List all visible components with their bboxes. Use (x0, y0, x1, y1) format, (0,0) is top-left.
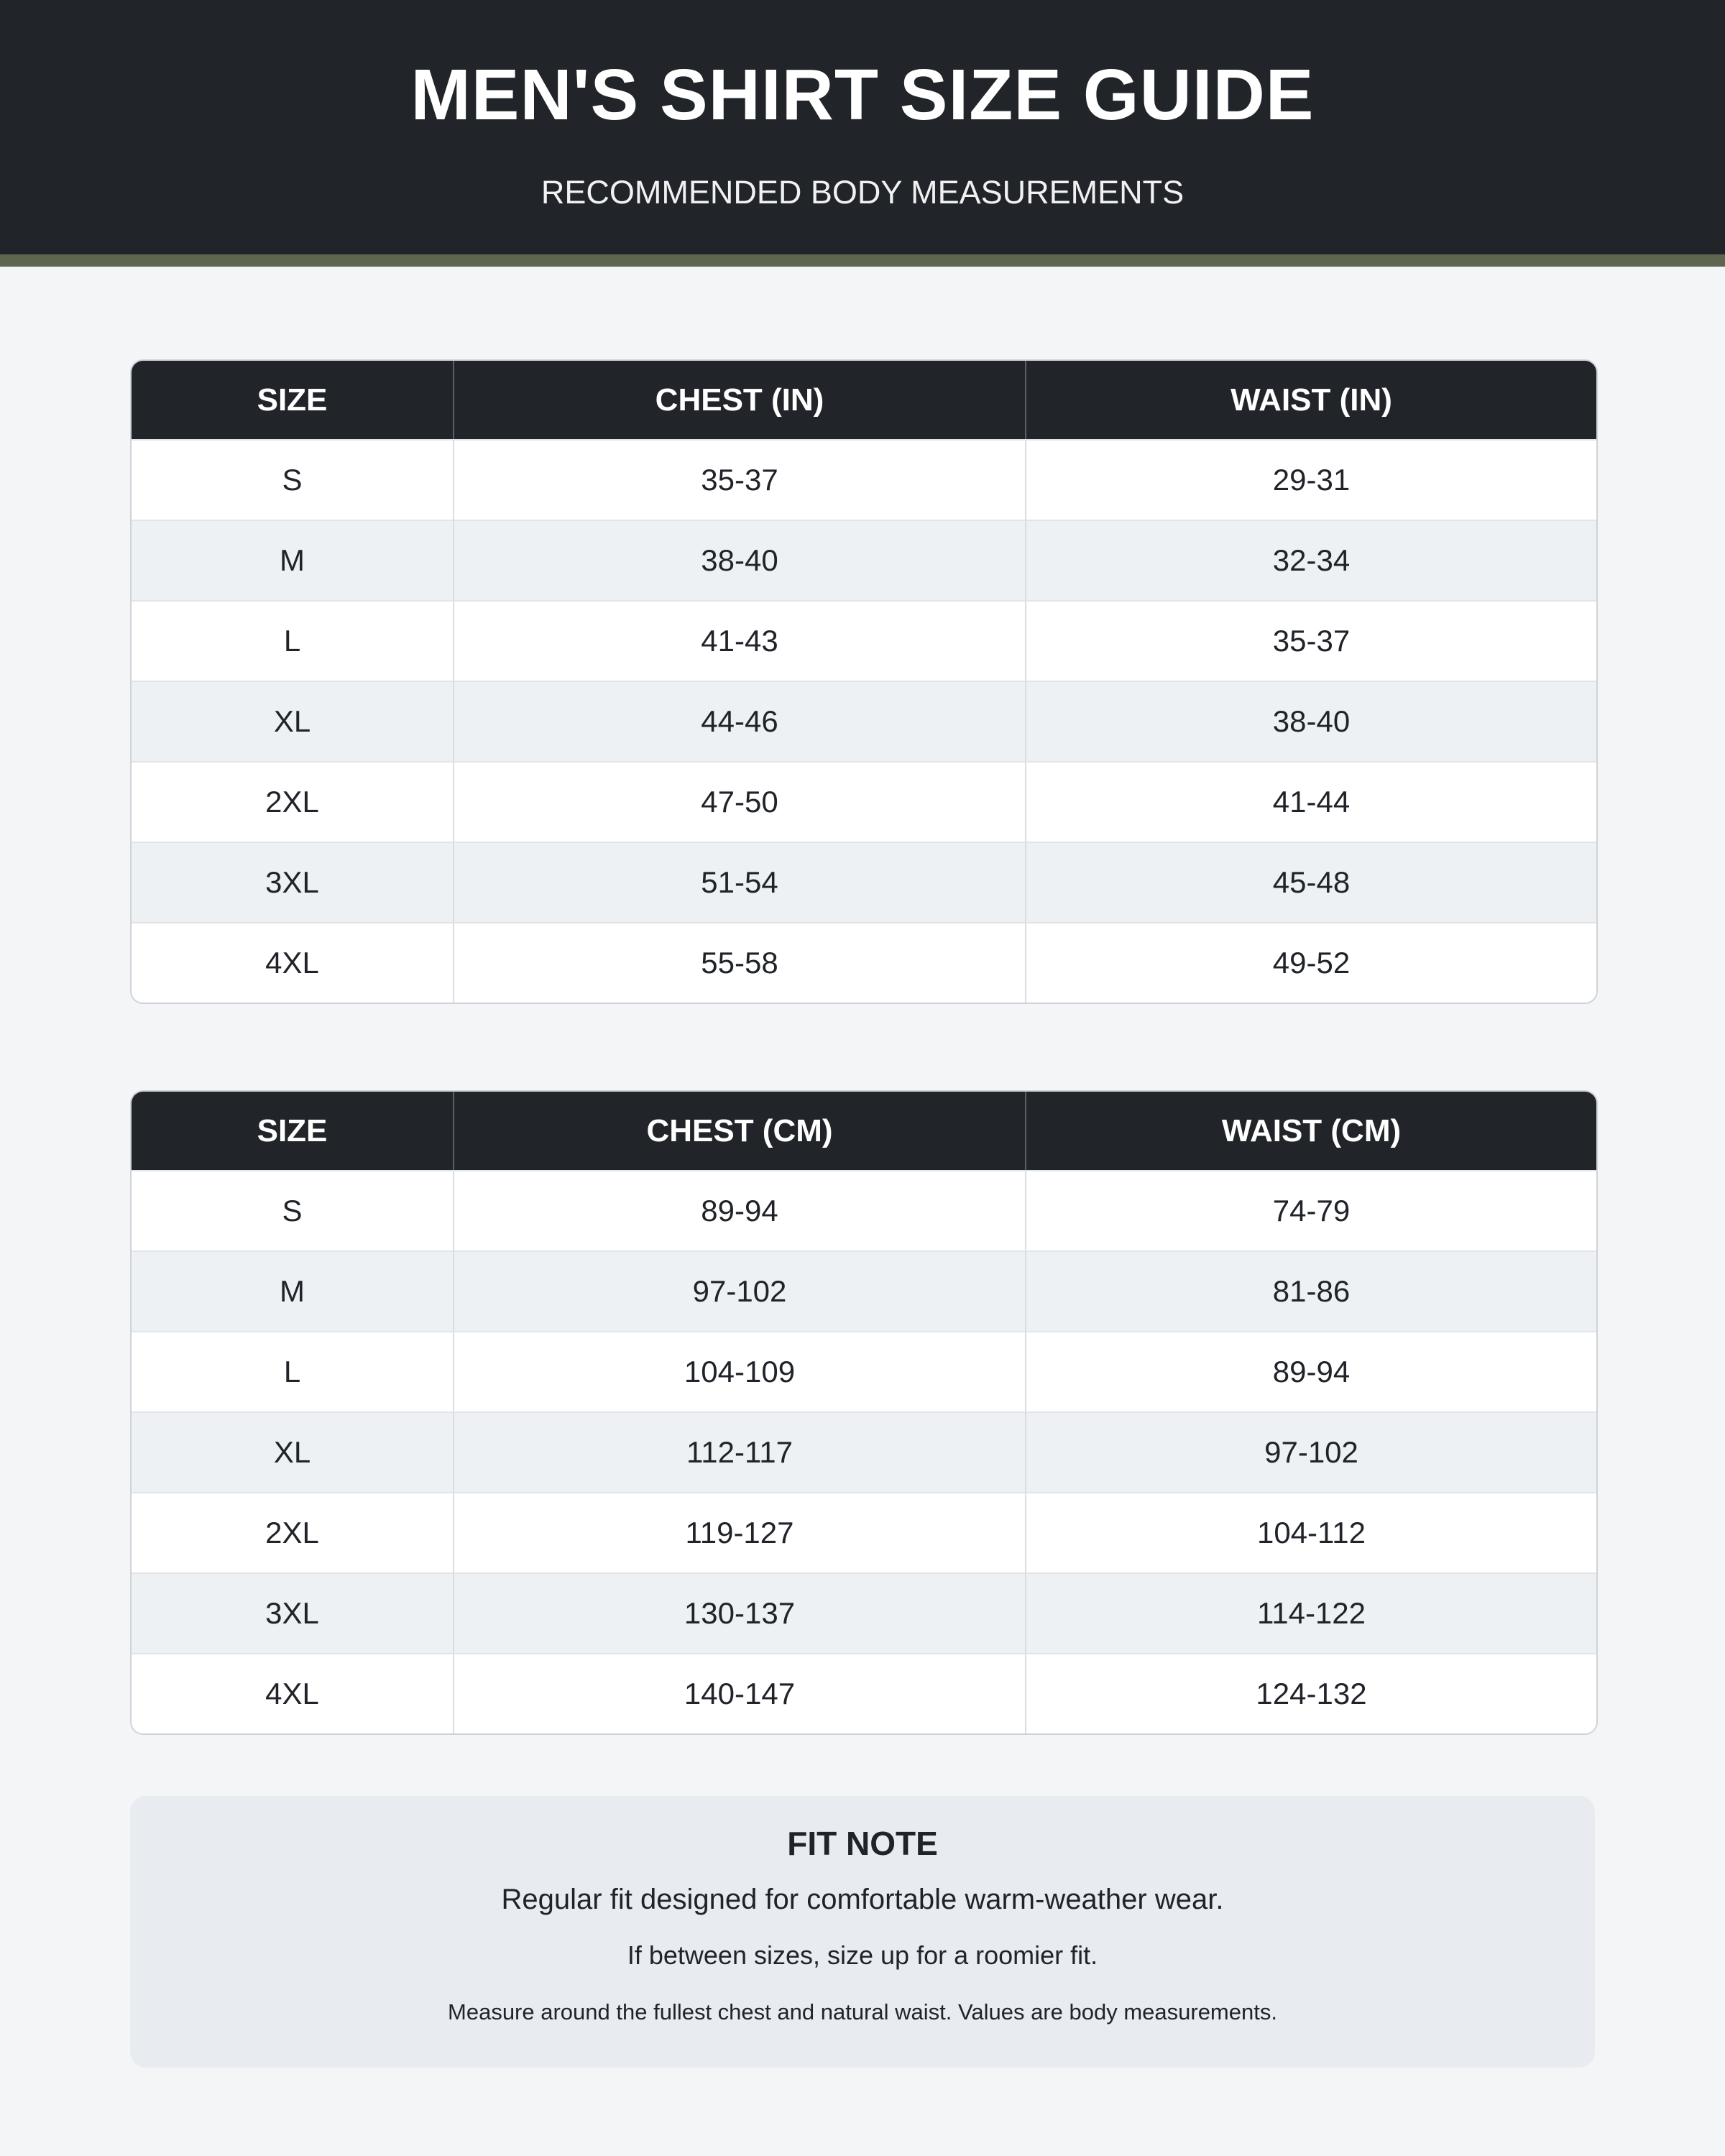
chest-cell: 104-109 (453, 1331, 1025, 1411)
chest-cell: 97-102 (453, 1250, 1025, 1331)
size-cell: XL (132, 681, 453, 761)
waist-cell: 74-79 (1025, 1170, 1596, 1250)
chest-cell: 119-127 (453, 1492, 1025, 1572)
fit-note-sizing-tip: If between sizes, size up for a roomier fit. (627, 1940, 1098, 1970)
waist-cell: 114-122 (1025, 1572, 1596, 1653)
size-cell: 2XL (132, 1492, 453, 1572)
waist-cell: 35-37 (1025, 600, 1596, 681)
table-row (132, 520, 1596, 600)
fit-note-description: Regular fit designed for comfortable warm-weather wear. (501, 1884, 1224, 1915)
column-header-waist: WAIST (IN) (1025, 361, 1596, 439)
waist-cell: 97-102 (1025, 1411, 1596, 1492)
size-cell: M (132, 1250, 453, 1331)
table-row (132, 1250, 1596, 1331)
chest-cell: 38-40 (453, 520, 1025, 600)
table-row (132, 842, 1596, 922)
chest-cell: 41-43 (453, 600, 1025, 681)
waist-cell: 45-48 (1025, 842, 1596, 922)
table-row (132, 681, 1596, 761)
size-cell: 3XL (132, 842, 453, 922)
table-row (132, 439, 1596, 520)
column-header-waist: WAIST (CM) (1025, 1092, 1596, 1170)
chest-cell: 51-54 (453, 842, 1025, 922)
waist-cell: 41-44 (1025, 761, 1596, 842)
waist-cell: 124-132 (1025, 1653, 1596, 1733)
waist-cell: 81-86 (1025, 1250, 1596, 1331)
table-header-row (132, 1092, 1596, 1170)
table-row (132, 1653, 1596, 1733)
page-title: MEN'S SHIRT SIZE GUIDE (410, 55, 1315, 135)
page-header (0, 0, 1725, 254)
size-table-centimeters (130, 1090, 1598, 1735)
table-row (132, 1331, 1596, 1411)
waist-cell: 32-34 (1025, 520, 1596, 600)
waist-cell: 38-40 (1025, 681, 1596, 761)
chest-cell: 44-46 (453, 681, 1025, 761)
chest-cell: 47-50 (453, 761, 1025, 842)
size-cell: S (132, 439, 453, 520)
table-row (132, 600, 1596, 681)
waist-cell: 104-112 (1025, 1492, 1596, 1572)
size-cell: XL (132, 1411, 453, 1492)
size-cell: L (132, 600, 453, 681)
fit-note-measuring-tip: Measure around the fullest chest and natural waist. Values are body measurements. (448, 1999, 1277, 2024)
page-subtitle: RECOMMENDED BODY MEASUREMENTS (540, 174, 1184, 211)
size-cell: 4XL (132, 1653, 453, 1733)
table-row (132, 1572, 1596, 1653)
column-header-chest: CHEST (CM) (453, 1092, 1025, 1170)
size-cell: S (132, 1170, 453, 1250)
chest-cell: 55-58 (453, 922, 1025, 1003)
table-row (132, 922, 1596, 1003)
size-cell: 4XL (132, 922, 453, 1003)
fit-note-panel (130, 1796, 1595, 2068)
column-header-chest: CHEST (IN) (453, 361, 1025, 439)
chest-cell: 112-117 (453, 1411, 1025, 1492)
waist-cell: 89-94 (1025, 1331, 1596, 1411)
table-row (132, 1411, 1596, 1492)
column-header-size: SIZE (132, 1092, 453, 1170)
size-table-inches (130, 359, 1598, 1004)
table-header-row (132, 361, 1596, 439)
fit-note-title: FIT NOTE (787, 1825, 938, 1862)
size-cell: M (132, 520, 453, 600)
chest-cell: 140-147 (453, 1653, 1025, 1733)
size-cell: 3XL (132, 1572, 453, 1653)
table-row (132, 1170, 1596, 1250)
size-cell: 2XL (132, 761, 453, 842)
header-accent-stripe (0, 254, 1725, 267)
chest-cell: 89-94 (453, 1170, 1025, 1250)
waist-cell: 49-52 (1025, 922, 1596, 1003)
table-row (132, 1492, 1596, 1572)
chest-cell: 35-37 (453, 439, 1025, 520)
table-row (132, 761, 1596, 842)
size-cell: L (132, 1331, 453, 1411)
waist-cell: 29-31 (1025, 439, 1596, 520)
column-header-size: SIZE (132, 361, 453, 439)
chest-cell: 130-137 (453, 1572, 1025, 1653)
